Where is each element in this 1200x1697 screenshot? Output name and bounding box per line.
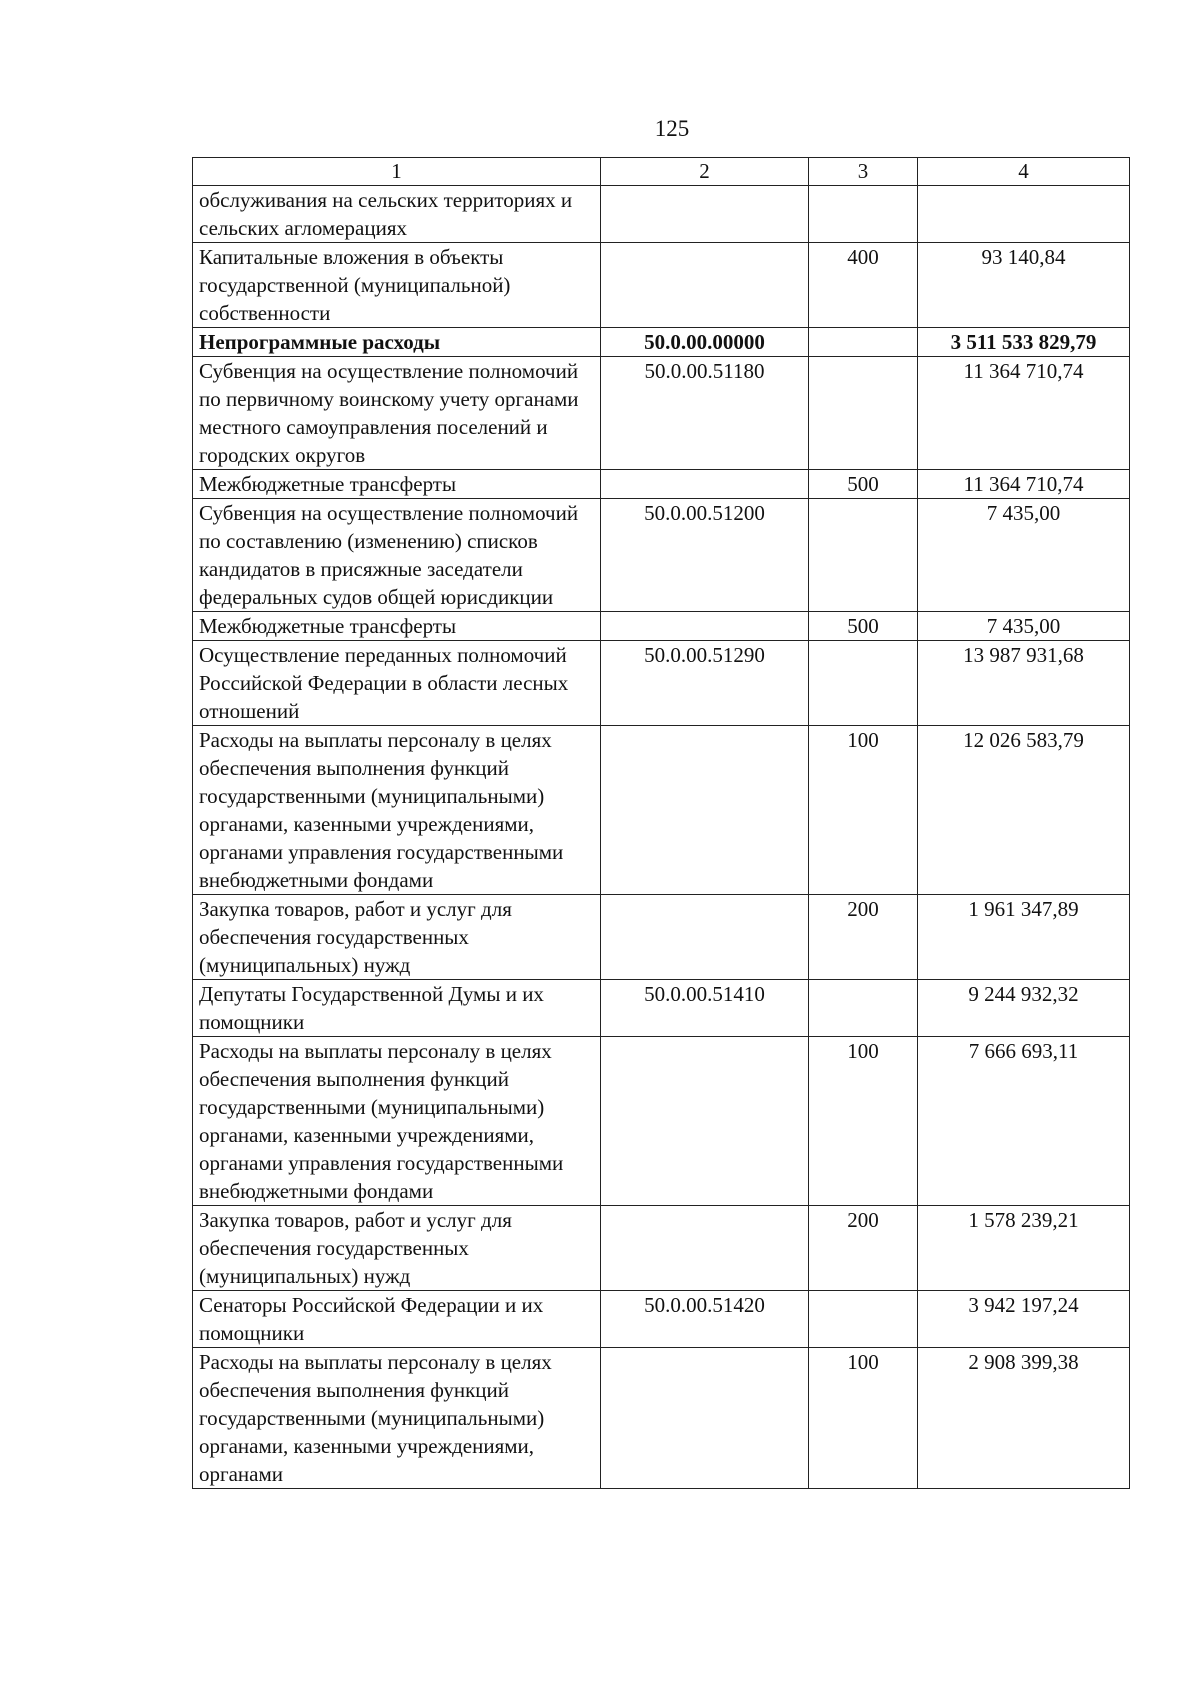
table-row [193, 895, 1130, 980]
cell-code [601, 1348, 809, 1489]
cell-type: 200 [809, 1206, 918, 1291]
cell-code [601, 726, 809, 895]
header-cell-4: 4 [918, 158, 1130, 186]
table-row [193, 499, 1130, 612]
header-cell-1: 1 [193, 158, 601, 186]
cell-type: 100 [809, 1037, 918, 1206]
cell-sum: 3 511 533 829,79 [918, 328, 1130, 357]
cell-name: Непрограммные расходы [193, 328, 601, 357]
cell-name: Расходы на выплаты персоналу в целях обеспечения выполнения функций государственными (муниципальными) органами, казенными учреждениями, органами управления государственными внебюджетными фондами [193, 726, 601, 895]
table-row [193, 980, 1130, 1037]
table-row [193, 726, 1130, 895]
cell-sum: 7 666 693,11 [918, 1037, 1130, 1206]
table-row [193, 641, 1130, 726]
cell-type [809, 499, 918, 612]
cell-type: 100 [809, 726, 918, 895]
budget-table [192, 157, 1130, 1489]
table-header-row [193, 158, 1130, 186]
cell-sum: 2 908 399,38 [918, 1348, 1130, 1489]
table-row [193, 1348, 1130, 1489]
cell-type: 100 [809, 1348, 918, 1489]
cell-code [601, 470, 809, 499]
table-row [193, 470, 1130, 499]
cell-sum: 3 942 197,24 [918, 1291, 1130, 1348]
table-row [193, 357, 1130, 470]
cell-sum: 11 364 710,74 [918, 470, 1130, 499]
cell-code [601, 895, 809, 980]
cell-type [809, 641, 918, 726]
cell-code [601, 186, 809, 243]
cell-code: 50.0.00.00000 [601, 328, 809, 357]
cell-code: 50.0.00.51290 [601, 641, 809, 726]
cell-type [809, 980, 918, 1037]
cell-name: Расходы на выплаты персоналу в целях обеспечения выполнения функций государственными (муниципальными) органами, казенными учреждениями, органами управления государственными внебюджетными фондами [193, 1037, 601, 1206]
cell-sum: 1 961 347,89 [918, 895, 1130, 980]
cell-type [809, 357, 918, 470]
cell-sum [918, 186, 1130, 243]
cell-sum: 7 435,00 [918, 499, 1130, 612]
cell-name: Капитальные вложения в объекты государственной (муниципальной) собственности [193, 243, 601, 328]
cell-type: 500 [809, 612, 918, 641]
cell-code [601, 612, 809, 641]
cell-code: 50.0.00.51410 [601, 980, 809, 1037]
cell-type [809, 186, 918, 243]
cell-sum: 7 435,00 [918, 612, 1130, 641]
cell-code: 50.0.00.51420 [601, 1291, 809, 1348]
cell-type: 500 [809, 470, 918, 499]
table-row [193, 1206, 1130, 1291]
cell-sum: 12 026 583,79 [918, 726, 1130, 895]
table-row [193, 186, 1130, 243]
cell-type [809, 328, 918, 357]
cell-name: обслуживания на сельских территориях и сельских агломерациях [193, 186, 601, 243]
header-cell-3: 3 [809, 158, 918, 186]
cell-code [601, 243, 809, 328]
cell-name: Межбюджетные трансферты [193, 470, 601, 499]
cell-type: 400 [809, 243, 918, 328]
cell-name: Закупка товаров, работ и услуг для обеспечения государственных (муниципальных) нужд [193, 1206, 601, 1291]
cell-type [809, 1291, 918, 1348]
header-cell-2: 2 [601, 158, 809, 186]
cell-code [601, 1037, 809, 1206]
cell-sum: 11 364 710,74 [918, 357, 1130, 470]
cell-name: Субвенция на осуществление полномочий по составлению (изменению) списков кандидатов в присяжные заседатели федеральных судов общей юрисдикции [193, 499, 601, 612]
cell-name: Закупка товаров, работ и услуг для обеспечения государственных (муниципальных) нужд [193, 895, 601, 980]
table-row [193, 612, 1130, 641]
cell-sum: 9 244 932,32 [918, 980, 1130, 1037]
cell-sum: 1 578 239,21 [918, 1206, 1130, 1291]
cell-type: 200 [809, 895, 918, 980]
cell-name: Сенаторы Российской Федерации и их помощники [193, 1291, 601, 1348]
cell-name: Расходы на выплаты персоналу в целях обеспечения выполнения функций государственными (муниципальными) органами, казенными учреждениями, органами [193, 1348, 601, 1489]
cell-code [601, 1206, 809, 1291]
cell-name: Депутаты Государственной Думы и их помощники [193, 980, 601, 1037]
cell-sum: 93 140,84 [918, 243, 1130, 328]
cell-sum: 13 987 931,68 [918, 641, 1130, 726]
table-row [193, 1291, 1130, 1348]
table-row [193, 243, 1130, 328]
cell-name: Осуществление переданных полномочий Российской Федерации в области лесных отношений [193, 641, 601, 726]
table-row [193, 1037, 1130, 1206]
cell-name: Субвенция на осуществление полномочий по первичному воинскому учету органами местного самоуправления поселений и городских округов [193, 357, 601, 470]
table-body [193, 158, 1130, 1489]
cell-name: Межбюджетные трансферты [193, 612, 601, 641]
cell-code: 50.0.00.51200 [601, 499, 809, 612]
page-number: 125 [654, 116, 690, 141]
table-row [193, 328, 1130, 357]
cell-code: 50.0.00.51180 [601, 357, 809, 470]
